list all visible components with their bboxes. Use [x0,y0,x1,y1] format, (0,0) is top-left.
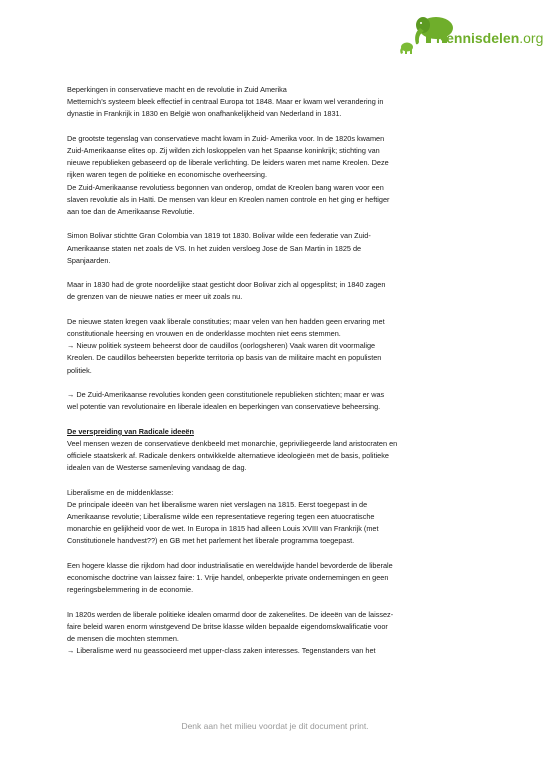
text-line: monarchie en gelijkheid voor de wet. In Europa in 1815 had alleen Louis XVIII van Frankrijk (met [67,524,379,534]
text-line: Beperkingen in conservatieve macht en de revolutie in Zuid Amerika [67,85,287,94]
text-line: dynastie in Frankrijk in 1830 en België won onafhankelijkheid van Nederland in 1831. [67,109,342,119]
paragraph-radical-ideas [67,426,492,475]
logo-text-main: Kennisdelen [436,30,520,46]
text-line: Een hogere klasse die rijkdom had door industrialisatie en wereldwijde handel bevorderde de liberale [67,560,393,570]
text-line: aan toe dan de Amerikaanse Revolutie. [67,207,195,217]
text-line: De nieuwe staten kregen vaak liberale constituties; maar velen van hen hadden geen ervaring met [67,316,385,326]
paragraph-1830 [67,279,492,303]
text-line: officiele staatskerk af. Radicale denkers ontwikkelde alternatieve ideologieën met de basis, politieke [67,451,389,460]
text-line: constitutionale heersing en vrouwen en de onderklasse mochten niet eens stemmen. [67,329,341,338]
text-line: Spanjaarden. [67,255,111,265]
paragraph-south-america [67,133,492,218]
text-line: politiek. [67,365,92,375]
paragraph-bolivar [67,230,492,267]
text-line: regeringsbelemmering in de economie. [67,585,194,595]
text-line: Metternich’s systeem bleek effectief in centraal Europa tot 1848. Maar er kwam wel verandering in [67,97,384,107]
text-line: In 1820s werden de liberale politieke idealen omarmd door de zakenelites. De ideeën van de laissez- [67,609,394,619]
text-line: Amerikaanse staten net zoals de VS. In het zuiden versloeg Jose de San Martin in 1825 de [67,243,362,253]
text-line: Amerikaanse revolutie; Liberalisme wilde een representatieve regering tegen een atuocratische [67,512,375,521]
paragraph-intro [67,84,492,121]
document-body [67,84,492,670]
section-heading: De verspreiding van Radicale ideeën [67,426,194,436]
text-line: Zuid-Amerikaanse elites op. Zij wilden zich loskoppelen van het Spaanse koninkrijk; stichting van [67,146,380,155]
paragraph-1820s [67,609,492,658]
logo-text [436,30,543,46]
text-line: de grenzen van de nieuwe naties er meer uit zoals nu. [67,292,243,302]
text-line: slaven revolutie als in Haïti. De mensen van kleur en Kreolen namen controle en het ging er heftiger [67,194,390,204]
text-line: → Nieuw politiek systeem beheerst door de caudillos (oorlogsheren) Vaak waren dit voormalige [67,341,376,351]
text-line: idealen van de Westerse samenleving vandaag de dag. [67,463,247,473]
text-line: → De Zuid-Amerikaanse revoluties konden geen constitutionele republieken stichten; maar er was [67,390,385,399]
paragraph-liberalism [67,487,492,548]
text-line: nieuwe republieken gebaseerd op de liberale verlichting. De leiders waren met name Kreolen. Deze [67,158,389,168]
text-line: De principale ideeën van het liberalisme waren niet verslagen na 1815. Eerst toegepast in de [67,499,368,509]
text-line: Liberalisme en de middenklasse: [67,487,174,497]
paragraph-new-states [67,316,492,377]
kennisdelen-logo[interactable] [400,14,544,56]
text-line: Veel mensen wezen de conservatieve denkbeeld met monarchie, gepriviliegeerde land aristocraten en [67,438,398,448]
text-line: Simon Bolivar stichtte Gran Colombia van 1819 tot 1830. Bolivar wilde een federatie van Zuid- [67,231,371,241]
text-line: Kreolen. De caudillos beheersten beperkte territoria op basis van de militaire macht en populisten [67,353,382,363]
text-line: economische doctrine van laissez faire: 1. Vrije handel, onbeperkte private ondernemingen en geen [67,573,389,582]
text-line: De grootste tegenslag van conservatieve macht kwam in Zuid- Amerika voor. In de 1820s kwamen [67,133,385,143]
text-line: wel potentie van revolutionaire en liberale idealen en beperkingen van conservatieve beheersing. [67,402,381,412]
text-line: rijken waren tegen de politieke en economische overheersing. [67,170,267,180]
paragraph-upper-class [67,560,492,597]
text-line: de mensen die mochten stemmen. [67,634,179,643]
text-line: Constitutionele handvest??) en GB met het parlement het liberale programma toegepast. [67,536,355,546]
text-line: De Zuid-Amerikaanse revolutiess begonnen van onderop, omdat de Kreolen bang waren voor een [67,182,384,192]
page-footer: Denk aan het milieu voordat je dit document print. [181,721,369,731]
logo-text-tld: .org [519,30,544,46]
text-line: → Liberalisme werd nu geassocieerd met upper-class zaken interesses. Tegenstanders van het [67,646,376,656]
text-line: faire beleid waren enorm winstgevend De britse klasse wilden bepaalde eigendomskwalificatie voor [67,621,388,631]
text-line: Maar in 1830 had de grote noordelijke staat gesticht door Bolivar zich al opgesplitst; in 1840 zagen [67,280,386,290]
paragraph-conclusion [67,389,492,413]
